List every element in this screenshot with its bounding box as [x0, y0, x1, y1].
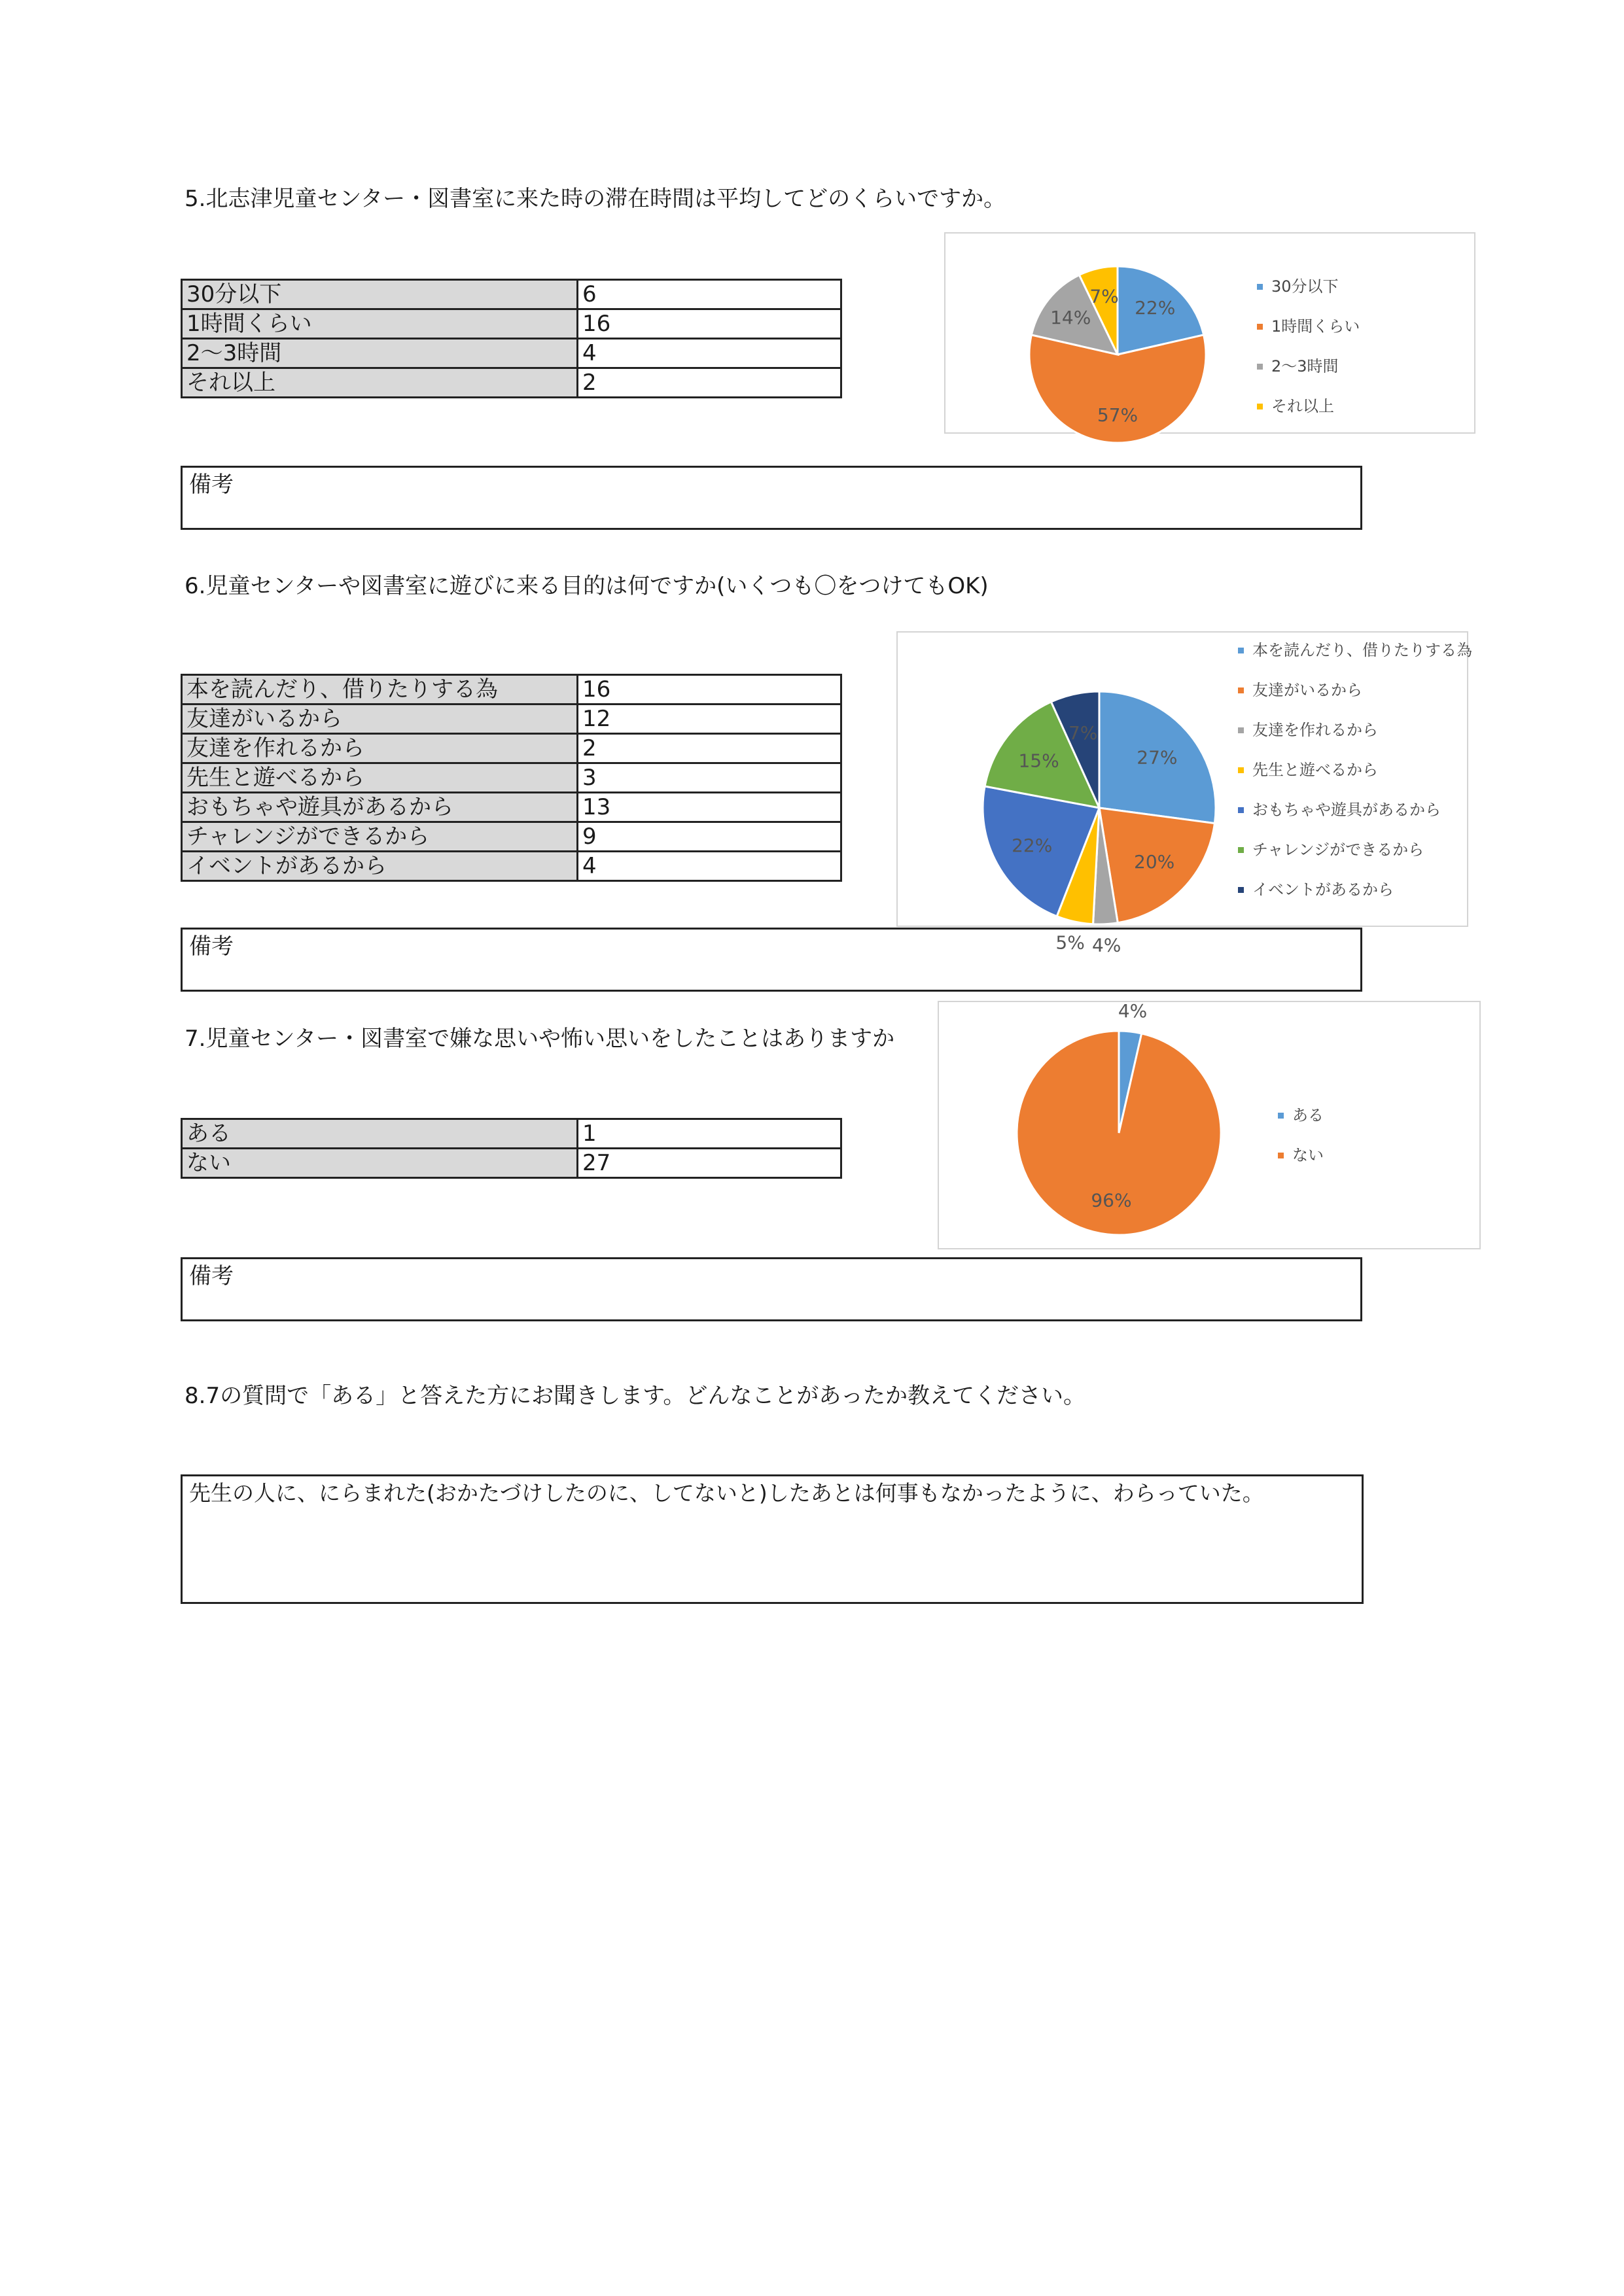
row-value: 1 [578, 1119, 841, 1149]
legend-label: 友達がいるから [1252, 681, 1362, 699]
q7-remarks-label: 備考 [189, 1263, 234, 1289]
q6-chart-legend [1238, 640, 1472, 920]
legend-swatch [1238, 767, 1244, 773]
row-label: それ以上 [182, 368, 578, 398]
pie-data-label: 22% [1135, 297, 1176, 319]
legend-item [1238, 680, 1472, 720]
q5-title: 5.北志津児童センター・図書室に来た時の滞在時間は平均してどのくらいですか。 [185, 186, 1006, 212]
q6-title: 6.児童センターや図書室に遊びに来る目的は何ですか(いくつも〇をつけてもOK) [185, 573, 989, 599]
table-row [182, 704, 841, 734]
q5-pie-svg [945, 234, 1477, 435]
q5-remarks-box [181, 466, 1362, 530]
q7-title: 7.児童センター・図書室で嫌な思いや怖い思いをしたことはありますか [185, 1026, 895, 1052]
legend-swatch [1257, 404, 1263, 409]
row-label: ない [182, 1149, 578, 1178]
legend-swatch [1238, 887, 1244, 893]
legend-item [1257, 277, 1360, 317]
pie-data-label: 20% [1134, 850, 1175, 873]
row-value: 4 [578, 852, 841, 881]
legend-item [1238, 640, 1472, 680]
row-value: 2 [578, 368, 841, 398]
q7-remarks-box [181, 1257, 1362, 1321]
table-row [182, 280, 841, 309]
legend-label: イベントがあるから [1252, 880, 1394, 899]
legend-swatch [1238, 847, 1244, 853]
legend-swatch [1238, 807, 1244, 813]
legend-item [1257, 317, 1360, 357]
row-label: 本を読んだり、借りたりする為 [182, 675, 578, 704]
legend-label: ない [1292, 1146, 1324, 1164]
pie-data-label: 5% [1055, 931, 1085, 954]
q8-answer-text: 先生の人に、にらまれた(おかたづけしたのに、してないと)したあとは何事もなかったように、わらっていた。 [189, 1480, 1264, 1506]
row-value: 16 [578, 675, 841, 704]
legend-item [1257, 357, 1360, 396]
q5-chart-legend [1257, 277, 1360, 436]
legend-label: 30分以下 [1271, 277, 1339, 296]
legend-label: 本を読んだり、借りたりする為 [1252, 641, 1472, 659]
table-row [182, 368, 841, 398]
table-row [182, 734, 841, 763]
legend-swatch [1238, 648, 1244, 653]
q7-chart-legend [1278, 1105, 1324, 1185]
q7-answer-table [181, 1118, 842, 1179]
table-row [182, 1149, 841, 1178]
table-row [182, 763, 841, 793]
table-row [182, 793, 841, 822]
row-label: 2～3時間 [182, 339, 578, 368]
row-label: チャレンジができるから [182, 822, 578, 852]
legend-swatch [1278, 1153, 1284, 1158]
q7-pie-chart [938, 1001, 1481, 1249]
row-label: 1時間くらい [182, 309, 578, 339]
legend-swatch [1257, 324, 1263, 330]
q6-remarks-box [181, 928, 1362, 992]
row-value: 13 [578, 793, 841, 822]
table-row [182, 852, 841, 881]
row-value: 2 [578, 734, 841, 763]
legend-item [1238, 840, 1472, 880]
row-label: ある [182, 1119, 578, 1149]
legend-label: ある [1292, 1106, 1324, 1124]
legend-swatch [1257, 284, 1263, 290]
legend-label: それ以上 [1271, 397, 1334, 415]
table-row [182, 1119, 841, 1149]
legend-item [1238, 880, 1472, 920]
q6-pie-chart [896, 631, 1472, 956]
row-value: 6 [578, 280, 841, 309]
table-row [182, 309, 841, 339]
row-label: 30分以下 [182, 280, 578, 309]
pie-data-label: 7% [1068, 722, 1098, 744]
row-value: 16 [578, 309, 841, 339]
legend-label: 友達を作れるから [1252, 721, 1378, 739]
table-row [182, 822, 841, 852]
legend-item [1257, 396, 1360, 436]
legend-label: チャレンジができるから [1252, 841, 1424, 859]
q7-pie-svg [939, 1002, 1482, 1251]
pie-data-label: 57% [1097, 404, 1139, 426]
q8-title: 8.7の質問で「ある」と答えた方にお聞きします。どんなことがあったか教えてください。 [185, 1383, 1086, 1409]
pie-data-label: 96% [1091, 1189, 1132, 1211]
legend-label: 2～3時間 [1271, 357, 1339, 375]
q5-pie-chart [944, 232, 1475, 434]
pie-data-label: 15% [1018, 750, 1059, 772]
pie-data-label: 7% [1089, 285, 1119, 307]
pie-data-label: 4% [1118, 1000, 1148, 1022]
legend-label: 先生と遊べるから [1252, 761, 1378, 779]
legend-swatch [1238, 727, 1244, 733]
pie-data-label: 27% [1137, 746, 1178, 769]
pie-data-label: 4% [1091, 934, 1121, 956]
q5-answer-table [181, 279, 842, 398]
legend-item [1238, 760, 1472, 800]
row-label: イベントがあるから [182, 852, 578, 881]
pie-data-label: 14% [1050, 306, 1091, 328]
row-value: 27 [578, 1149, 841, 1178]
q6-answer-table [181, 674, 842, 882]
table-row [182, 675, 841, 704]
q6-remarks-label: 備考 [189, 933, 234, 960]
legend-item [1238, 800, 1472, 840]
legend-swatch [1278, 1113, 1284, 1119]
row-label: 友達がいるから [182, 704, 578, 734]
table-row [182, 339, 841, 368]
pie-data-label: 22% [1012, 834, 1053, 856]
legend-swatch [1238, 687, 1244, 693]
q8-answer-box [181, 1474, 1364, 1604]
legend-label: 1時間くらい [1271, 317, 1360, 336]
legend-item [1278, 1105, 1324, 1145]
row-value: 3 [578, 763, 841, 793]
row-value: 12 [578, 704, 841, 734]
q5-remarks-label: 備考 [189, 472, 234, 498]
legend-label: おもちゃや遊具があるから [1252, 801, 1441, 819]
row-label: 先生と遊べるから [182, 763, 578, 793]
legend-item [1278, 1145, 1324, 1185]
row-label: おもちゃや遊具があるから [182, 793, 578, 822]
legend-item [1238, 720, 1472, 760]
legend-swatch [1257, 364, 1263, 370]
row-label: 友達を作れるから [182, 734, 578, 763]
row-value: 9 [578, 822, 841, 852]
row-value: 4 [578, 339, 841, 368]
